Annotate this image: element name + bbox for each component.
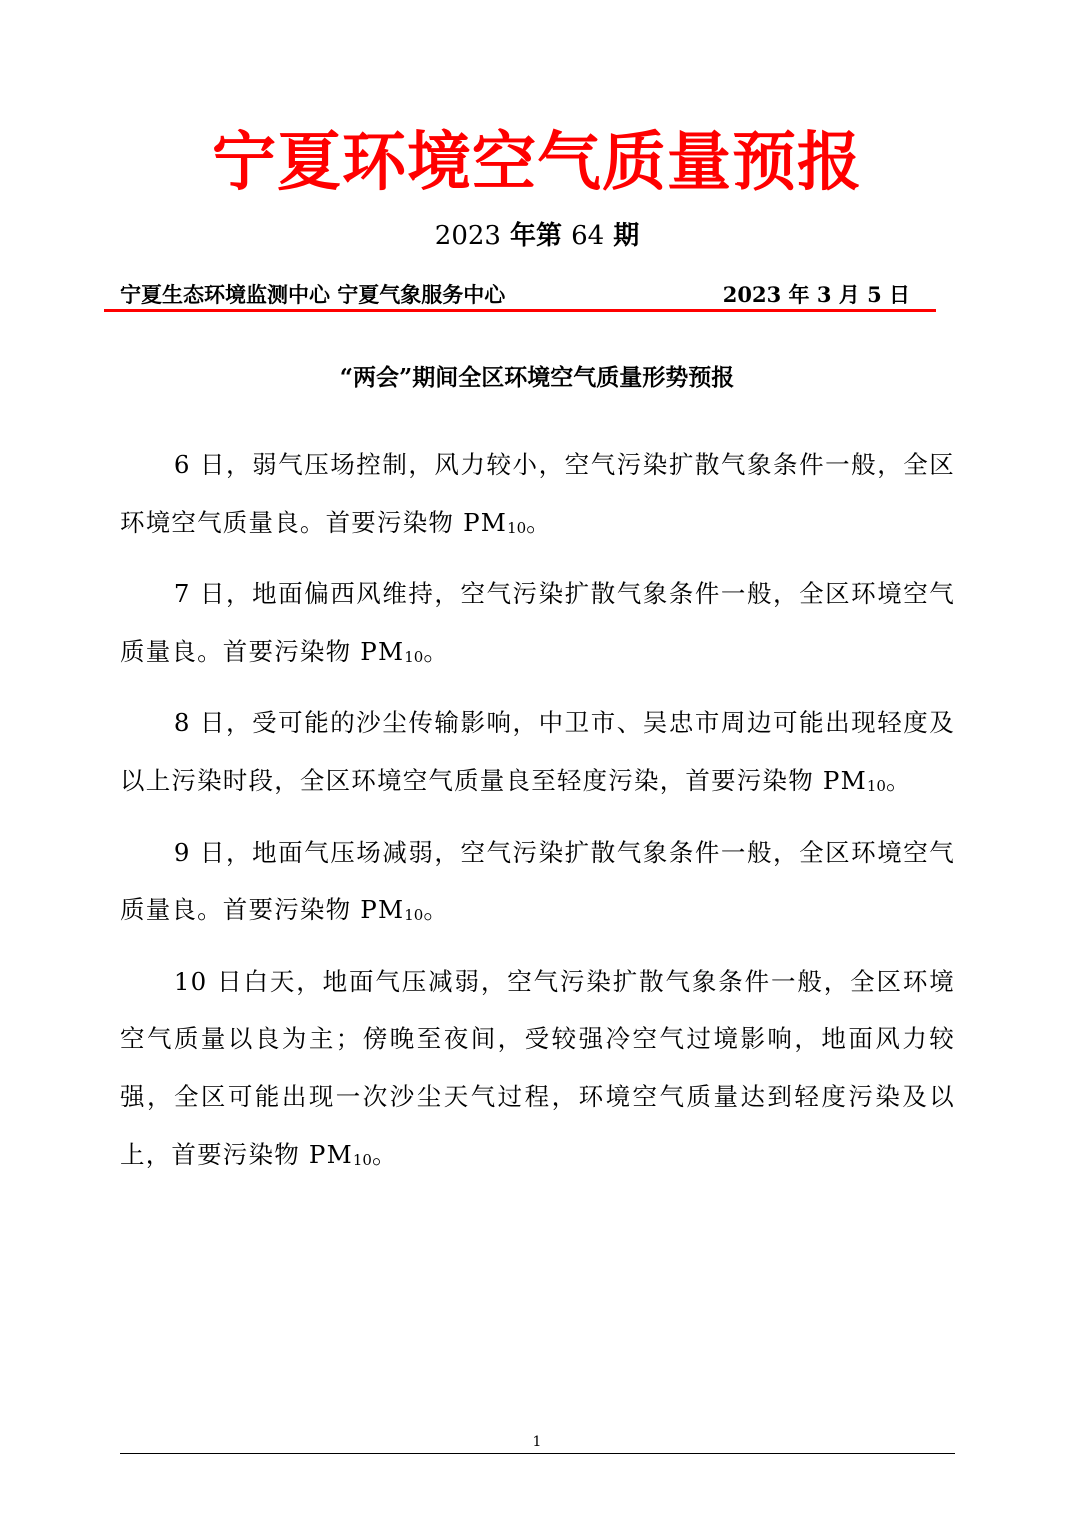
paragraph-end: 。 [526, 507, 552, 537]
issue-number: 64 [571, 221, 605, 251]
paragraph-end: 。 [423, 895, 450, 925]
issue-number-suffix: 期 [604, 221, 640, 251]
paragraph-text: 9 日，地面气压场减弱，空气污染扩散气象条件一般，全区环境空气质量良。首要污染物 PM [120, 837, 955, 925]
issue-year-suffix: 年第 [500, 221, 572, 251]
issue-year: 2023 [434, 221, 501, 251]
masthead-title: 宁夏环境空气质量预报 [212, 126, 862, 200]
forecast-body [120, 436, 955, 1197]
subscript: 10 [507, 518, 527, 537]
subscript: 10 [404, 906, 424, 925]
forecast-paragraph [120, 824, 955, 939]
subscript: 10 [404, 647, 424, 666]
forecast-paragraph [120, 953, 955, 1183]
document-title: “两会”期间全区环境空气质量形势预报 [339, 364, 735, 391]
forecast-paragraph [120, 565, 955, 680]
paragraph-end: 。 [371, 1139, 398, 1169]
forecast-paragraph [120, 694, 955, 809]
paragraph-end: 。 [885, 765, 912, 795]
subscript: 10 [866, 776, 886, 795]
issue-line [0, 214, 1074, 258]
paragraph-end: 。 [423, 636, 450, 666]
paragraph-text: 8 日，受可能的沙尘传输影响，中卫市、吴忠市周边可能出现轻度及以上污染时段，全区环境空气质量良至轻度污染，首要污染物 PM [120, 708, 955, 795]
page-number: 1 [532, 1434, 542, 1450]
forecast-paragraph [120, 436, 955, 551]
paragraph-text: 7 日，地面偏西风维持，空气污染扩散气象条件一般，全区环境空气质量良。首要污染物 PM [120, 579, 955, 666]
issuer-line [120, 278, 910, 312]
paragraph-text: 6 日，弱气压场控制，风力较小，空气污染扩散气象条件一般，全区环境空气质量良。首要污染物 PM [120, 450, 955, 537]
issuing-organizations: 宁夏生态环境监测中心 宁夏气象服务中心 [120, 282, 506, 307]
footer-divider [120, 1453, 955, 1454]
issue-date: 2023 年 3 月 5 日 [722, 282, 910, 307]
subscript: 10 [352, 1150, 372, 1169]
paragraph-text: 10 日白天，地面气压减弱，空气污染扩散气象条件一般，全区环境空气质量以良为主；傍晚至夜间，受较强冷空气过境影响，地面风力较强，全区可能出现一次沙尘天气过程，环境空气质量达到轻度污染及以上，首要污染物 PM [120, 966, 955, 1169]
red-divider [104, 309, 936, 312]
